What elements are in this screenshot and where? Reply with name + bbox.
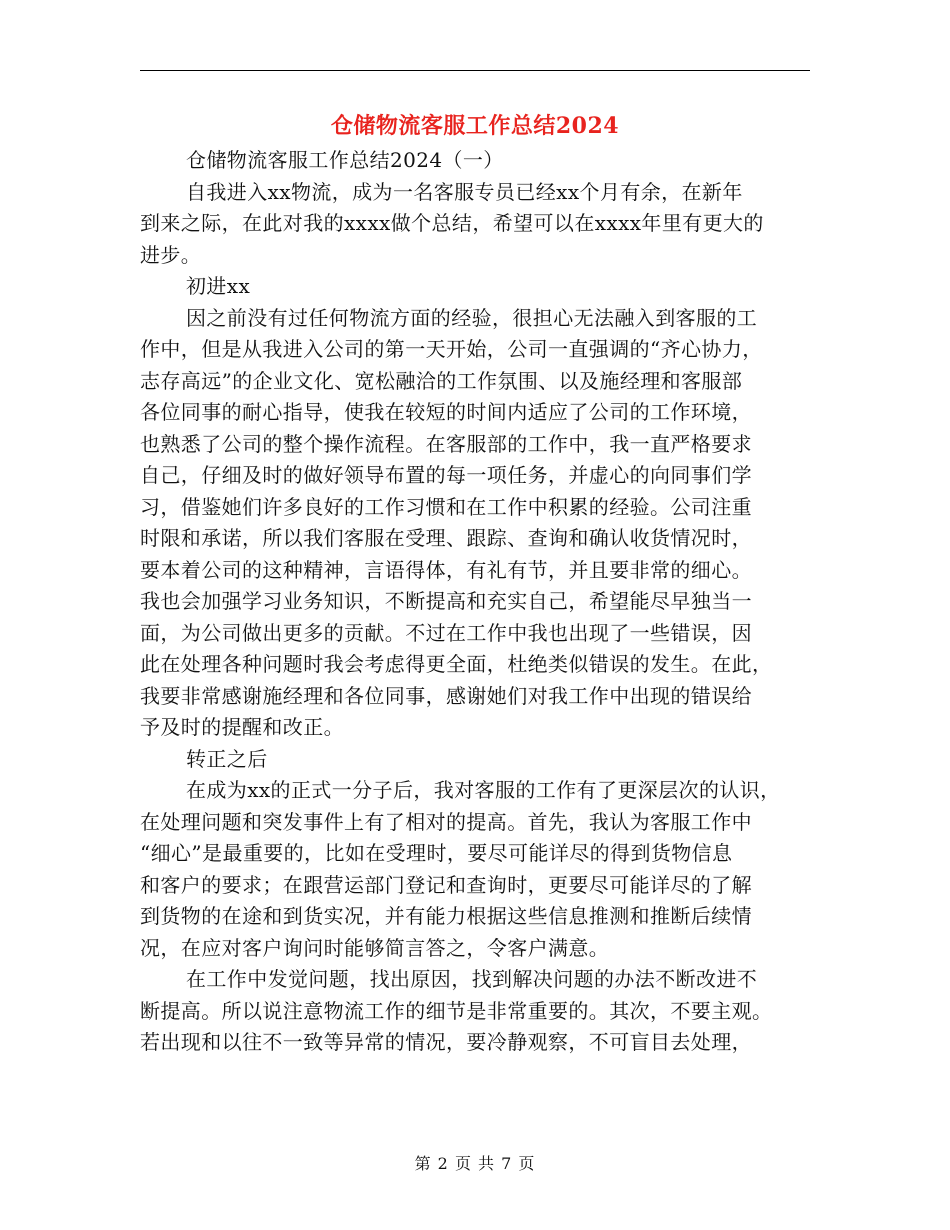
text-line: 仓储物流客服工作总结2024（一） [186, 148, 504, 172]
text-line: 各位同事的耐心指导，使我在较短的时间内适应了公司的工作环境， [140, 400, 752, 424]
page-footer: 第 2 页 共 7 页 [414, 1154, 536, 1173]
text-line: 自我进入xx物流，成为一名客服专员已经xx个月有余，在新年 [186, 179, 743, 204]
text-line: 面，为公司做出更多的贡献。不过在工作中我也出现了一些错误，因 [140, 620, 752, 645]
text-line: 初进xx [186, 274, 251, 298]
text-line: 断提高。所以说注意物流工作的细节是非常重要的。其次，不要主观。 [140, 998, 773, 1023]
text-line: “细心”是最重要的，比如在受理时，要尽可能详尽的得到货物信息 [140, 841, 733, 865]
header-rule [140, 70, 810, 71]
text-line: 作中，但是从我进入公司的第一天开始，公司一直强调的“齐心协力， [140, 337, 763, 361]
text-line: 到来之际，在此对我的xxxx做个总结，希望可以在xxxx年里有更大的 [140, 211, 764, 235]
text-line: 和客户的要求；在跟营运部门登记和查询时，更要尽可能详尽的了解 [140, 872, 752, 897]
text-line: 志存高远”的企业文化、宽松融洽的工作氛围、以及施经理和客服部 [140, 368, 743, 393]
text-line: 到货物的在途和到货实况，并有能力根据这些信息推测和推断后续情 [140, 904, 752, 928]
text-line: 要本着公司的这种精神，言语得体，有礼有节，并且要非常的细心。 [140, 557, 752, 582]
text-line: 也熟悉了公司的整个操作流程。在客服部的工作中，我一直严格要求 [140, 431, 752, 456]
text-line: 时限和承诺，所以我们客服在受理、跟踪、查询和确认收货情况时， [140, 526, 752, 550]
text-line: 我要非常感谢施经理和各位同事，感谢她们对我工作中出现的错误给 [140, 683, 752, 708]
text-line: 自己，仔细及时的做好领导布置的每一项任务，并虚心的向同事们学 [140, 463, 752, 487]
document-body [140, 145, 810, 1059]
document-title: 仓储物流客服工作总结2024 [330, 113, 620, 139]
text-line: 因之前没有过任何物流方面的经验，很担心无法融入到客服的工 [186, 305, 758, 330]
text-line: 在工作中发觉问题，找出原因，找到解决问题的办法不断改进不 [186, 967, 758, 991]
text-line: 我也会加强学习业务知识，不断提高和充实自己，希望能尽早独当一 [140, 589, 752, 613]
text-line: 进步。 [140, 242, 202, 267]
text-line: 转正之后 [186, 746, 268, 771]
text-line: 况，在应对客户询问时能够简言答之，令客户满意。 [140, 935, 610, 960]
text-line: 此在处理各种问题时我会考虑得更全面，杜绝类似错误的发生。在此， [140, 652, 773, 676]
text-line: 在成为xx的正式一分子后，我对客服的工作有了更深层次的认识， [186, 778, 781, 802]
text-line: 予及时的提醒和改正。 [140, 715, 344, 739]
text-line: 习，借鉴她们许多良好的工作习惯和在工作中积累的经验。公司注重 [140, 494, 752, 519]
text-line: 在处理问题和突发事件上有了相对的提高。首先，我认为客服工作中 [140, 809, 752, 834]
text-line: 若出现和以往不一致等异常的情况，要冷静观察，不可盲目去处理， [140, 1030, 752, 1054]
